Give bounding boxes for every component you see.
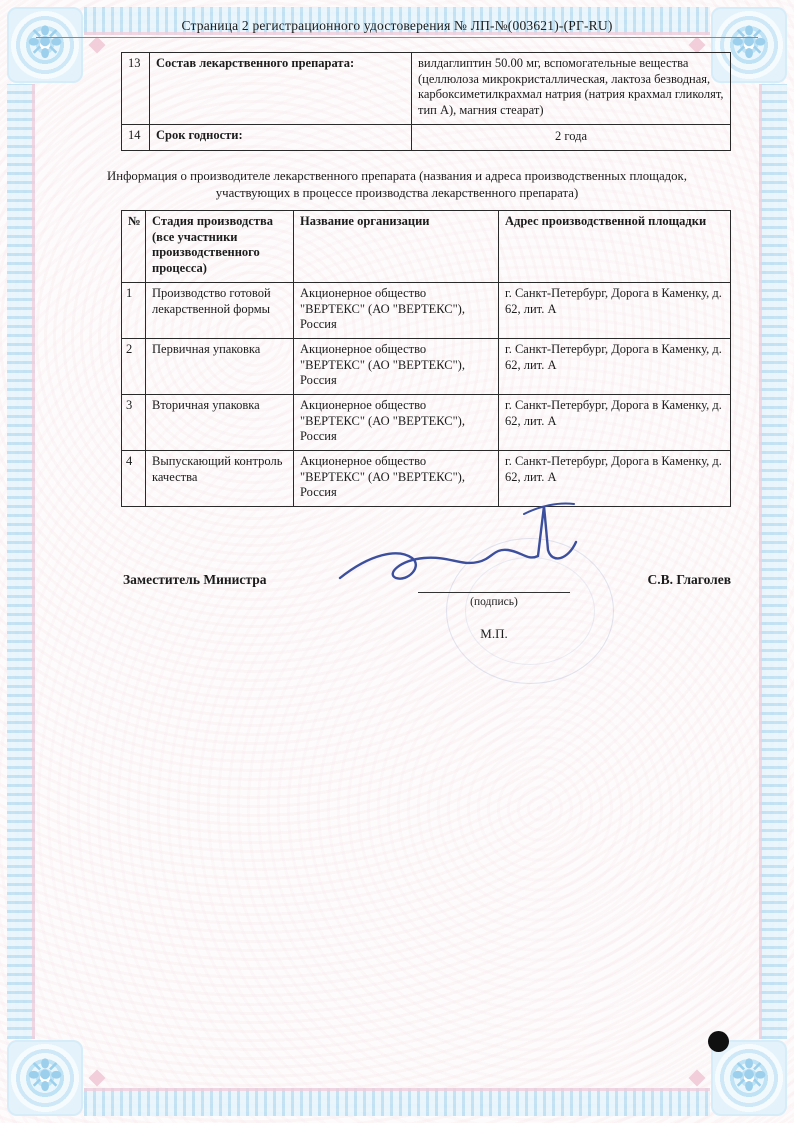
value-cell: 2 года [412, 125, 731, 151]
row-number-cell: 2 [122, 339, 146, 395]
address-cell: г. Санкт-Петербург, Дорога в Каменку, д. 62, лит. А [499, 283, 731, 339]
guilloche-border-bottom [84, 1088, 710, 1116]
col-header-address: Адрес производственной площадки [499, 211, 731, 283]
org-cell: Акционерное общество "ВЕРТЕКС" (АО "ВЕРТЕКС"), Россия [294, 339, 499, 395]
col-header-stage: Стадия производства (все участники производственного процесса) [146, 211, 294, 283]
table-row [122, 53, 731, 125]
table-row [122, 339, 731, 395]
guilloche-border-right [759, 84, 787, 1039]
row-number-cell: 14 [122, 125, 150, 151]
row-number-cell: 13 [122, 53, 150, 125]
stage-cell: Первичная упаковка [146, 339, 294, 395]
corner-rosette-bottom-left-icon [7, 1040, 83, 1116]
guilloche-border-left [7, 84, 35, 1039]
page-header-title: Страница 2 регистрационного удостоверения № ЛП-№(003621)-(РГ-RU) [181, 18, 613, 33]
value-cell: вилдаглиптин 50.00 мг, вспомогательные вещества (целлюлоза микрокристаллическая, лактоза безводная, карбоксиметилкрахмал натрия (натрия крахмал гликолят, тип А), магния стеарат) [412, 53, 731, 125]
official-title: Заместитель Министра [123, 572, 267, 587]
manufacturer-table [121, 210, 731, 507]
details-table [121, 52, 731, 151]
stage-cell: Вторичная упаковка [146, 395, 294, 451]
table-row [122, 283, 731, 339]
org-cell: Акционерное общество "ВЕРТЕКС" (АО "ВЕРТЕКС"), Россия [294, 283, 499, 339]
signature-scribble [332, 498, 580, 590]
label-cell: Состав лекарственного препарата: [150, 53, 412, 125]
org-cell: Акционерное общество "ВЕРТЕКС" (АО "ВЕРТЕКС"), Россия [294, 451, 499, 507]
col-header-org: Название организации [294, 211, 499, 283]
header-divider [36, 37, 758, 38]
punch-hole-mark [708, 1031, 729, 1052]
table-row [122, 395, 731, 451]
address-cell: г. Санкт-Петербург, Дорога в Каменку, д. 62, лит. А [499, 451, 731, 507]
official-name: С.В. Глаголев [647, 572, 731, 587]
corner-rosette-bottom-right-icon [711, 1040, 787, 1116]
label-cell: Срок годности: [150, 125, 412, 151]
org-cell: Акционерное общество "ВЕРТЕКС" (АО "ВЕРТЕКС"), Россия [294, 395, 499, 451]
address-cell: г. Санкт-Петербург, Дорога в Каменку, д. 62, лит. А [499, 395, 731, 451]
stage-cell: Выпускающий контроль качества [146, 451, 294, 507]
signature-caption: (подпись) [470, 596, 518, 608]
stage-cell: Производство готовой лекарственной формы [146, 283, 294, 339]
address-cell: г. Санкт-Петербург, Дорога в Каменку, д. 62, лит. А [499, 339, 731, 395]
manufacturer-intro: Информация о производителе лекарственного препарата (названия и адреса производственных площадок, участвующих в процессе производства лекарственного препарата) [107, 169, 687, 200]
signature-line [418, 592, 570, 593]
row-number-cell: 1 [122, 283, 146, 339]
row-number-cell: 4 [122, 451, 146, 507]
table-header-row [122, 211, 731, 283]
table-row [122, 125, 731, 151]
col-header-num: № [122, 211, 146, 283]
row-number-cell: 3 [122, 395, 146, 451]
seal-placeholder: М.П. [480, 626, 508, 641]
